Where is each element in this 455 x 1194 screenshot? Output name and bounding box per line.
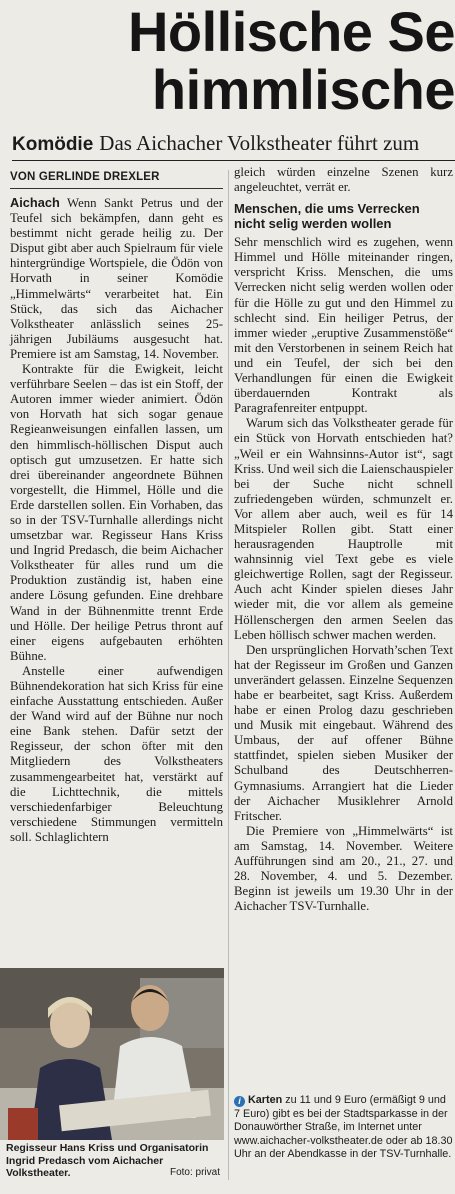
headline-line-2: himmlische [151,58,455,121]
headline-line-1: Höllische Se [127,0,455,63]
info-lead: Karten [248,1094,283,1106]
article-paragraph: Kontrakte für die Ewigkeit, leicht verführbare Seelen – das ist ein Stoff, der Autoren immer wieder animiert. Ödön von Horvath hat sich sogar genaue Regieanweisungen einfallen lassen, um den himmlisch-höllischen Disput auch optisch gut umzusetzen. Er hatte sich drei übereinander angeordnete Bühnen vorgestellt, die Himmel, Hölle und die Erde darstellen sollen. Ein Vorhaben, das so in der TSV-Turnhalle allerdings nicht umsetzbar war. Regisseur Hans Kriss und Ingrid Predasch, die beim Aichacher Volkstheater für alles rund um die Produktion zuständig ist, haben eine andere Lösung gefunden. Eine drehbare Wand in der Bühnenmitte trennt Erde und Hölle. Der heilige Petrus thront auf einer eigens aufgebauten erhöhten Bühne. [10,362,223,663]
section-subtitle: Menschen, die ums Verrecken nicht selig werden wollen [234,201,420,232]
subheadline-text: Das Aichacher Volkstheater führt zum [99,131,420,155]
article-paragraph: Warum sich das Volkstheater gerade für ein Stück von Horvath entschieden hat? „Weil er ein Wahnsinns-Autor ist“, sagt Kriss. Und weil sich die Laienschauspieler bei der Suche nicht schnell zufriedengeben würden, schmunzelt er. Vor allem aber auch, weil es für 14 Mitspieler Rollen gibt. Statt einer herausragenden Hauptrolle mit wahnsinnig viel Text gebe es viele gleichwertige Rollen, sagt der Regisseur. Auch acht Kinder spielen dieses Jahr wieder mit, die vor allem als gemeine Höllenschergen den armen Seelen das Leben höllisch schwer machen werden. [234,416,453,642]
article-paragraph: Anstelle einer aufwendigen Bühnendekoration hat sich Kriss für eine einfache Ausstattung entschieden. Außer der Wand wird auf der Bühne nur noch eine Bank stehen. Dafür setzt der Regisseur, der schon öfter mit den Mitgliedern des Volkstheaters zusammengearbeitet hat, verstärkt auf die Lichttechnik, die mittels verschiedenfarbiger Beleuchtung verschiedene Stimmungen vermitteln soll. Schlaglichtern [10,663,223,844]
subheadline-kicker: Komödie [12,134,94,155]
info-text: zu 11 und 9 Euro (ermäßigt 9 und 7 Euro) gibt es bei der Stadtsparkasse in der Donauwörther Straße, im Internet unter www.aichacher-volkstheater.de oder ab 18.30 Uhr an der Abendkasse in der TSV-Turnhalle. [234,1094,453,1160]
dateline: Aichach [10,195,60,210]
header-rule [12,160,455,161]
ticket-info-box [234,1094,454,1162]
article-paragraph: Den ursprünglichen Horvath’schen Text hat der Regisseur im Großen und Ganzen unverändert gelassen. Einzelne Sequenzen habe er bearbeitet, sagt Kriss. Außerdem habe er einen Prolog dazu geschrieben und Musik mit eingebaut. Während des Umbaus, der auf offener Bühne stattfindet, spielen sieben Musiker der Schulband des Deutschherren-Gymnasiums. Arrangiert hat die Lieder der Aichacher Musiklehrer Arnold Fritscher. [234,642,453,823]
column-divider [228,170,229,1180]
article-photo [0,968,224,1140]
byline: VON GERLINDE DREXLER [10,171,160,183]
article-paragraph: gleich würden einzelne Szenen kurz angeleuchtet, verrät er. [234,165,453,195]
photo-credit: Foto: privat [169,1167,220,1178]
article-paragraph: Aichach Wenn Sankt Petrus und der Teufel sich bekämpfen, dann geht es bestimmt nicht gerade heilig zu. Der Disput gibt aber auch Spielraum für viele hintergründige Wortspiele, die Ödön von Horvath in seiner Komödie „Himmelwärts“ verarbeitet hat. Ein Stück, das sich das Aichacher Volkstheater anlässlich seines 25-jährigen Jubiläums ausgesucht hat. Premiere ist am Samstag, 14. November. [10,195,223,361]
subheadline [12,130,455,158]
article-paragraph: Sehr menschlich wird es zugehen, wenn Himmel und Hölle miteinander ringen, verspricht Kriss. Menschen, die ums Verrecken nicht selig werden wollen oder für die Hölle zu gut und den Himmel zu schlecht sind. Ein heiliger Petrus, der immer wieder „eruptive Zusammenstöße“ mit den Verstorbenen in seinem Reich hat und ein Teufel, der sich bei den Verhandlungen für einen die Ewigkeit überdauernden Kontrakt als Paragrafenreiter entpuppt. [234,235,453,416]
byline-rule [10,188,223,189]
article-paragraph: Die Premiere von „Himmelwärts“ ist am Samstag, 14. November. Weitere Aufführungen sind am 20., 21., 27. und 28. November, 4. und 5. Dezember. Beginn ist jeweils um 19.30 Uhr in der Aichacher TSV-Turnhalle. [234,823,453,914]
info-icon: i [234,1096,245,1107]
photo-caption: Regisseur Hans Kriss und Organisatorin Ingrid Predasch vom Aichacher Volkstheater. Foto: privat [6,1142,220,1179]
article-column-left [10,195,223,845]
photo-image [0,968,224,1140]
article-column-right [234,165,453,914]
